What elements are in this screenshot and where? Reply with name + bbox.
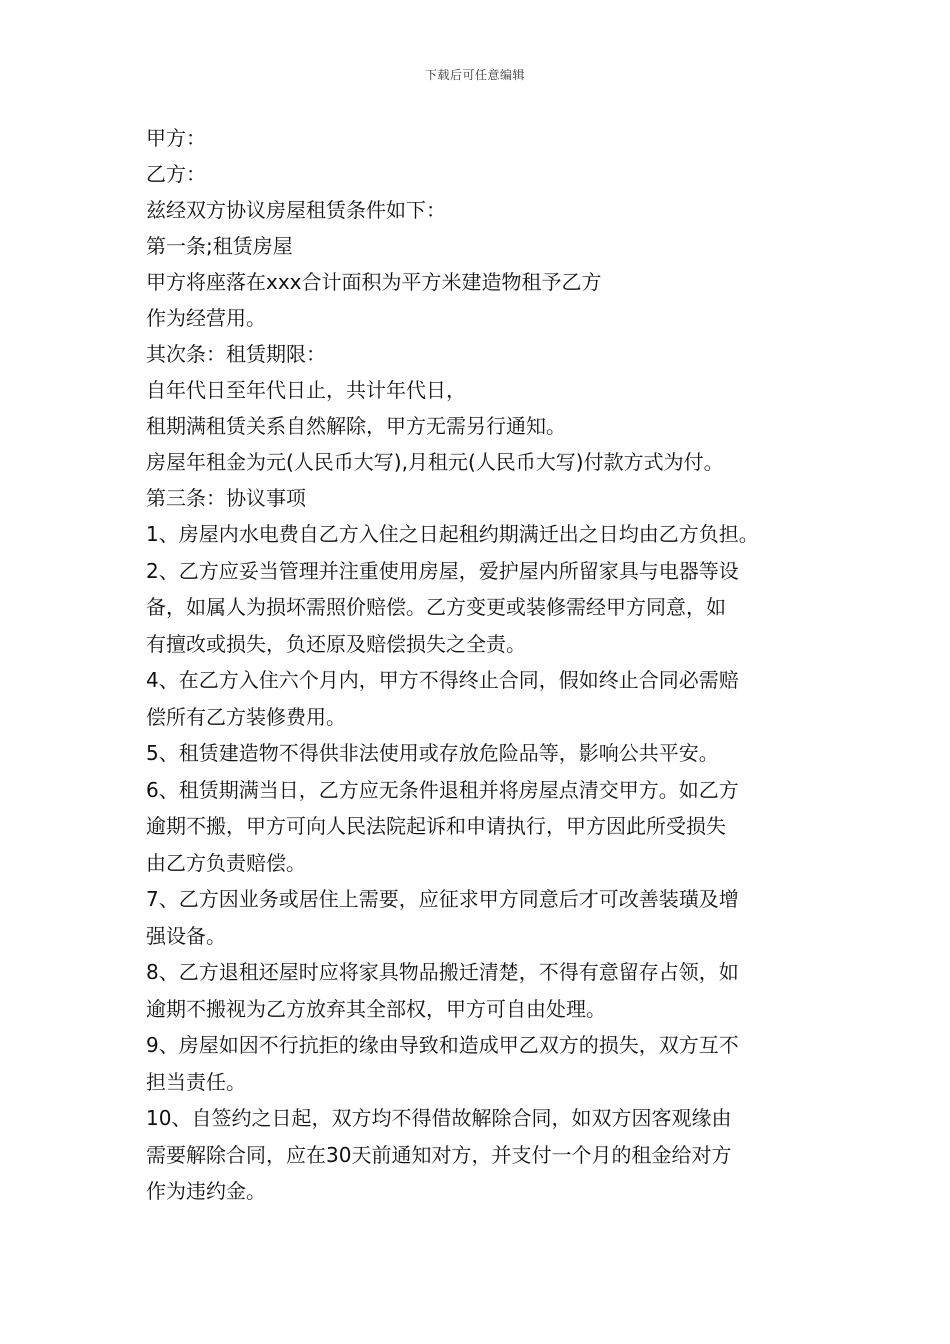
clause-line: 7、乙方因业务或居住上需要，应征求甲方同意后才可改善装璜及增 [146, 887, 739, 911]
article-3-heading: 第三条：协议事项 [146, 486, 306, 510]
preamble-line: 兹经双方协议房屋租赁条件如下： [146, 198, 446, 222]
party-a-line: 甲方： [146, 126, 206, 150]
article-2-heading: 其次条：租赁期限： [146, 342, 326, 366]
clauses [146, 516, 826, 1210]
clause-line: 由乙方负责赔偿。 [146, 850, 306, 875]
clause-line: 4、在乙方入住六个月内，甲方不得终止合同，假如终止合同必需赔 [146, 668, 739, 692]
clause-line: 6、租赁期满当日，乙方应无条件退租并将房屋点清交甲方。如乙方 [146, 777, 739, 802]
document-body [146, 120, 826, 1210]
clause-line: 5、租赁建造物不得供非法使用或存放危险品等，影响公共平安。 [146, 741, 719, 765]
clause-line: 有擅改或损失，负还原及赔偿损失之全责。 [146, 631, 526, 656]
clause-line: 备，如属人为损坏需照价赔偿。乙方变更或装修需经甲方同意，如 [146, 595, 726, 619]
article-1-text: 甲方将座落在xxx合计面积为平方米建造物租予乙方 [146, 270, 602, 294]
clause-line: 需要解除合同，应在30天前通知对方，并支付一个月的租金给对方 [146, 1142, 732, 1167]
clause-line: 担当责任。 [146, 1069, 246, 1094]
article-2-text: 租期满租赁关系自然解除，甲方无需另行通知。 [146, 414, 566, 438]
clause-line: 偿所有乙方装修费用。 [146, 704, 346, 729]
article-2-text: 房屋年租金为元(人民币大写),月租元(人民币大写)付款方式为付。 [146, 450, 724, 474]
clause-line: 10、自签约之日起，双方均不得借故解除合同，如双方因客观缘由 [146, 1106, 732, 1130]
clause-line: 2、乙方应妥当管理并注重使用房屋，爱护屋内所留家具与电器等设 [146, 558, 739, 583]
article-1-text: 作为经营用。 [146, 306, 266, 330]
clause-line: 1、房屋内水电费自乙方入住之日起租约期满迁出之日均由乙方负担。 [146, 522, 759, 546]
clause-line: 8、乙方退租还屋时应将家具物品搬迁清楚，不得有意留存占领，如 [146, 960, 739, 984]
clause-line: 逾期不搬，甲方可向人民法院起诉和申请执行，甲方因此所受损失 [146, 814, 726, 838]
clause-line: 9、房屋如因不行抗拒的缘由导致和造成甲乙双方的损失，双方互不 [146, 1033, 739, 1057]
clause-line: 逾期不搬视为乙方放弃其全部权，甲方可自由处理。 [146, 996, 606, 1021]
clause-line: 作为违约金。 [146, 1179, 266, 1203]
article-2-text: 自年代日至年代日止，共计年代日， [146, 378, 466, 402]
clause-line: 强设备。 [146, 923, 226, 948]
page-header-note: 下载后可任意编辑 [424, 68, 525, 82]
party-b-line: 乙方： [146, 162, 206, 186]
article-1-heading: 第一条;租赁房屋 [146, 234, 293, 258]
